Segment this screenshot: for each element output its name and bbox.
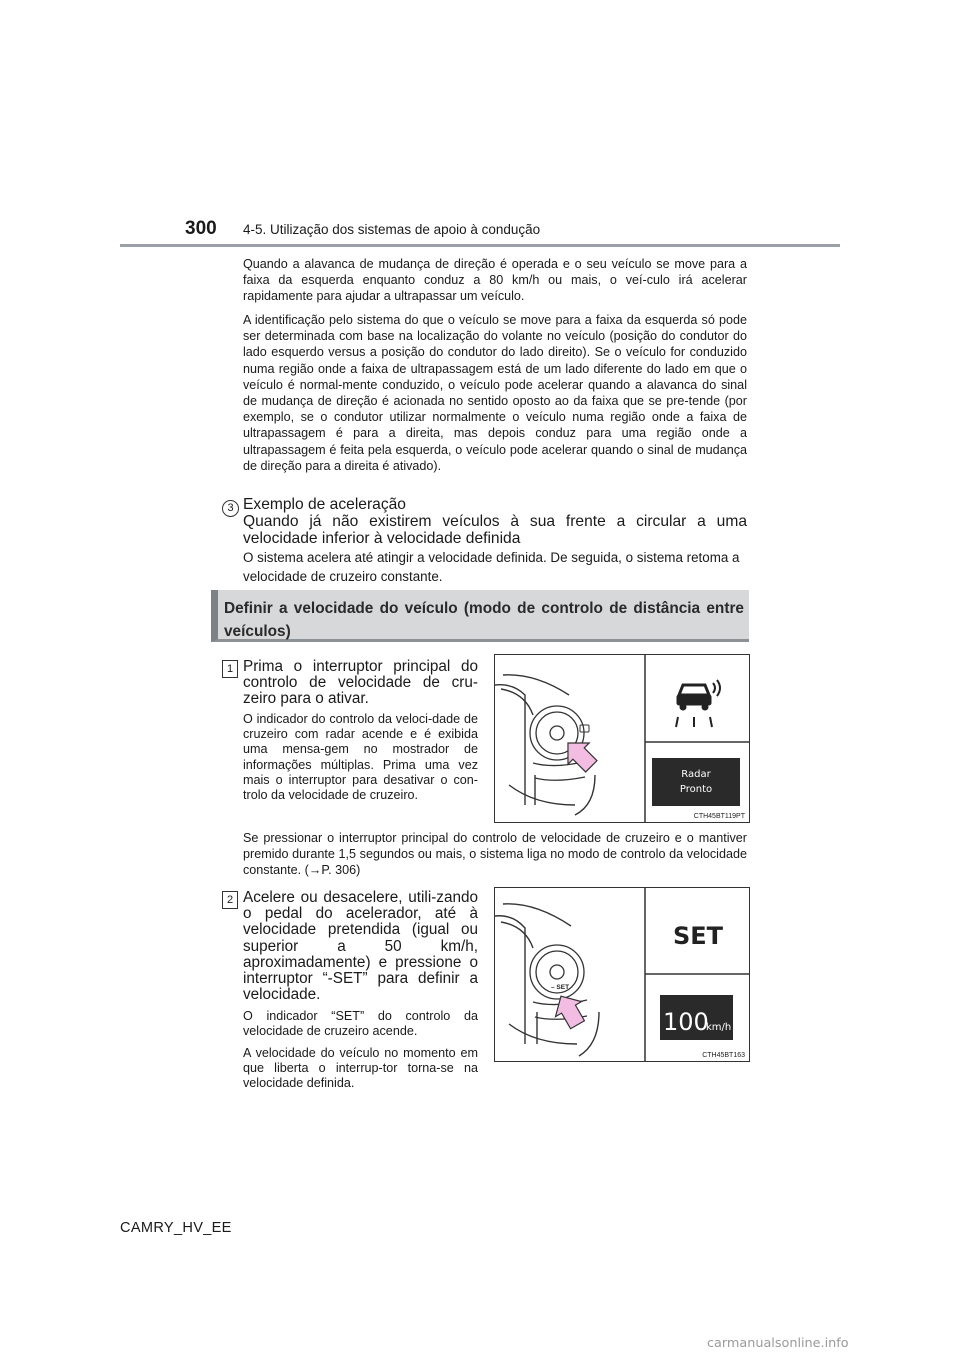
watermark: carmanualsonline.info bbox=[707, 1336, 849, 1351]
press-arrow-icon bbox=[548, 989, 590, 1033]
figure-main-switch bbox=[494, 654, 750, 823]
multi-info-display bbox=[652, 758, 740, 806]
page-number: 300 bbox=[185, 218, 217, 239]
section-heading: Definir a velocidade do veículo (modo de controlo de distância entre veículos) bbox=[224, 600, 744, 640]
step-number-badge: 2 bbox=[222, 891, 238, 909]
step-1-note: Se pressionar o interruptor principal do controlo de velocidade de cruzeiro e o mantiver premido durante 1,5 segundos ou mais, o sistema liga no modo de controlo da velocidade constante. (→P. 306) bbox=[243, 831, 747, 877]
document-code: CAMRY_HV_EE bbox=[120, 1220, 232, 1236]
step-number-badge: 1 bbox=[222, 660, 238, 678]
example-title: Exemplo de aceleração bbox=[243, 496, 406, 513]
step-2-body-2: A velocidade do veículo no momento em que liberta o interrup-tor torna-se na velocidade definida. bbox=[243, 1046, 478, 1091]
example-body: O sistema acelera até atingir a velocidade definida. De seguida, o sistema retoma a velocidade de cruzeiro constante. bbox=[243, 550, 740, 584]
press-arrow-icon bbox=[557, 732, 602, 777]
set-indicator: SET bbox=[672, 922, 724, 950]
figure-set-switch bbox=[494, 887, 750, 1062]
example-subtitle: Quando já não existirem veículos à sua frente a circular a uma velocidade inferior à velocidade definida bbox=[243, 513, 747, 547]
step-2-body: O indicador “SET” do controlo da velocidade de cruzeiro acende. bbox=[243, 1009, 478, 1039]
figure-code: CTH45BT119PT bbox=[693, 813, 745, 820]
figure-code: CTH45BT163 bbox=[702, 1052, 745, 1059]
step-1-heading: Prima o interruptor principal do controlo de velocidade de cru-zeiro para o ativar. bbox=[243, 658, 478, 708]
step-1-body: O indicador do controlo da veloci-dade de cruzeiro com radar acende e é exibida uma mensa-gem no mostrador de informações múltiplas. Prima uma vez mais o interruptor para desativar o con-trolo da velocidade de cruzeiro. bbox=[243, 712, 478, 803]
example-heading bbox=[243, 496, 747, 547]
set-switch-label[interactable]: – SET bbox=[551, 984, 570, 991]
speed-unit: km/h bbox=[706, 1022, 732, 1033]
step-2-heading: Acelere ou desacelere, utili-zando o pedal do acelerador, até à velocidade pretendida (igual ou superior a 50 km/h, aproximadamente) e pressione o interruptor “-SET” para definir a velocidade. bbox=[243, 889, 478, 1004]
display-text-line1: Radar bbox=[681, 769, 711, 780]
header-divider bbox=[120, 244, 840, 247]
display-text-line2: Pronto bbox=[679, 784, 713, 795]
paragraph-overtake-acceleration: Quando a alavanca de mudança de direção é operada e o seu veículo se move para a faixa da esquerda enquanto conduz a 80 km/h ou mais, o veí-culo irá acelerar rapidamente para ajudar a ultrapassar um veículo. bbox=[243, 257, 747, 304]
item-number-badge: 3 bbox=[222, 500, 239, 517]
paragraph-lane-identification: A identificação pelo sistema do que o veículo se move para a faixa da esquerda só pode ser determinada com base na localização do volante no veículo (posição do condutor do lado esquerdo versus a posição do condutor do lado direito). Se o veículo for conduzido numa região onde a faixa de ultrapassagem está de um lado diferente do lado em que o veículo é normal-mente conduzido, o veículo pode acelerar quando a alavanca do sinal de mudança de direção é acionada no sentido oposto ao da faixa que se pre-tende (por exemplo, se o condutor utilizar normalmente o veículo numa região onde a faixa de ultrapassagem é para a direita, mas depois conduz para uma região onde a ultrapassagem é feita pela esquerda, o veículo pode acelerar quando o sinal de mudança de direção para a direita é ativado). bbox=[243, 313, 747, 473]
set-speed-value: 100 bbox=[663, 1008, 709, 1036]
radar-cruise-indicator-icon bbox=[676, 680, 720, 727]
section-title: 4-5. Utilização dos sistemas de apoio à condução bbox=[243, 222, 541, 237]
